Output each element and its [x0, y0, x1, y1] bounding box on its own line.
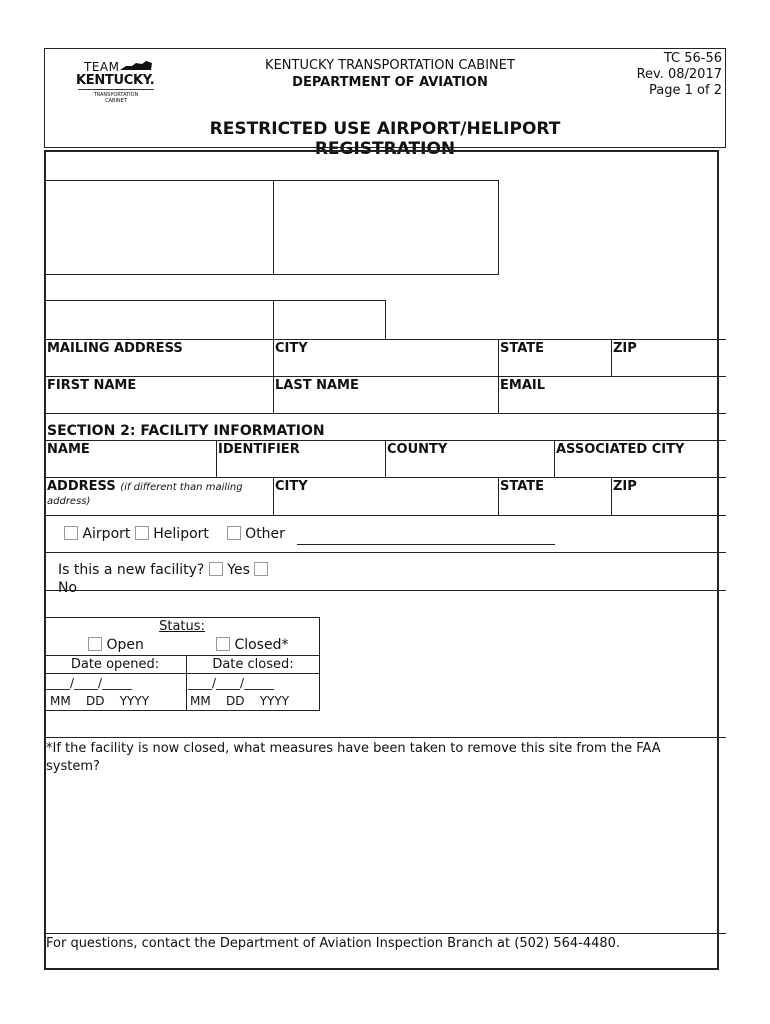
open-checkbox[interactable]	[88, 637, 102, 651]
heliport-checkbox[interactable]	[135, 526, 149, 540]
closed-option	[216, 637, 288, 653]
status-label: Status:	[159, 619, 205, 634]
contact-footer: For questions, contact the Department of Aviation Inspection Branch at (502) 564-4480.	[46, 936, 621, 951]
row-divider	[44, 590, 726, 591]
row-divider	[44, 477, 726, 478]
form-number	[580, 51, 722, 99]
zip-label: ZIP	[613, 341, 637, 356]
closed-measures-question-line2: system?	[46, 759, 100, 774]
county-label: COUNTY	[387, 442, 448, 457]
other-text-line[interactable]	[297, 544, 555, 545]
team-kentucky-logo	[70, 58, 170, 118]
facility-state-label: STATE	[500, 479, 545, 494]
identifier-label: IDENTIFIER	[218, 442, 300, 457]
associated-city-label: ASSOCIATED CITY	[556, 442, 685, 457]
address-note-line2: address)	[47, 496, 91, 507]
heliport-label: Heliport	[153, 526, 209, 542]
agency-name: KENTUCKY TRANSPORTATION CABINET	[265, 58, 515, 73]
logo-divider	[78, 89, 154, 90]
address-label-text: ADDRESS	[47, 479, 116, 494]
facility-type-row	[64, 526, 285, 542]
col-divider	[554, 440, 555, 478]
date-closed-field[interactable]: ____/____/_____	[188, 676, 275, 690]
mailing-address-label: MAILING ADDRESS	[47, 341, 183, 356]
row-divider	[44, 339, 726, 340]
other-checkbox[interactable]	[227, 526, 241, 540]
city-label: CITY	[275, 341, 308, 356]
form-title-line2: REGISTRATION	[314, 139, 456, 159]
address-note: (if different than mailing	[120, 482, 243, 493]
col-divider	[385, 440, 386, 478]
yes-label: Yes	[227, 562, 250, 578]
form-revision: Rev. 08/2017	[636, 67, 722, 82]
open-label: Open	[106, 637, 144, 653]
logo-kentucky-text: KENTUCKY.	[76, 73, 155, 88]
facility-zip-label: ZIP	[613, 479, 637, 494]
col-divider	[498, 339, 499, 377]
airport-checkbox[interactable]	[64, 526, 78, 540]
blank-field-box-3[interactable]	[44, 300, 274, 340]
facility-city-label: CITY	[275, 479, 308, 494]
blank-field-box-1[interactable]	[44, 180, 274, 275]
new-facility-row	[58, 562, 268, 578]
no-label: No	[58, 580, 78, 596]
date-opened-field[interactable]: ____/____/_____	[46, 676, 133, 690]
department-name: DEPARTMENT OF AVIATION	[292, 75, 488, 90]
date-closed-label: Date closed:	[212, 657, 294, 672]
no-checkbox[interactable]	[254, 562, 268, 576]
date-closed-format: MM DD YYYY	[190, 694, 290, 708]
row-divider	[44, 413, 726, 414]
col-divider	[273, 376, 274, 414]
kentucky-state-icon	[118, 60, 154, 72]
logo-team-text: TEAM	[84, 60, 120, 74]
status-divider	[44, 655, 320, 656]
row-divider	[44, 933, 726, 934]
new-facility-question: Is this a new facility?	[58, 562, 205, 578]
open-option	[88, 637, 144, 653]
col-divider	[273, 477, 274, 515]
col-divider	[498, 376, 499, 414]
form-title: RESTRICTED USE AIRPORT/HELIPORT	[209, 119, 561, 139]
col-divider	[216, 440, 217, 478]
col-divider	[611, 477, 612, 515]
yes-checkbox[interactable]	[209, 562, 223, 576]
col-divider	[498, 477, 499, 515]
logo-transportation-text: TRANSPORTATION	[93, 92, 139, 98]
last-name-label: LAST NAME	[275, 378, 359, 393]
row-divider	[44, 376, 726, 377]
date-opened-format: MM DD YYYY	[50, 694, 150, 708]
col-divider	[273, 339, 274, 377]
facility-address-label	[47, 479, 243, 494]
first-name-label: FIRST NAME	[47, 378, 137, 393]
row-divider	[44, 552, 726, 553]
closed-label: Closed*	[234, 637, 289, 653]
date-opened-label: Date opened:	[70, 657, 160, 672]
blank-field-box-4[interactable]	[273, 300, 386, 340]
col-divider	[611, 339, 612, 377]
section2-heading: SECTION 2: FACILITY INFORMATION	[47, 423, 325, 439]
closed-measures-question: *If the facility is now closed, what measures have been taken to remove this site from the FAA	[46, 741, 661, 756]
row-divider	[44, 515, 726, 516]
facility-name-label: NAME	[47, 442, 90, 457]
row-divider	[44, 737, 726, 738]
form-page: Page 1 of 2	[649, 83, 722, 98]
status-divider	[44, 673, 320, 674]
email-label: EMAIL	[500, 378, 545, 393]
airport-label: Airport	[82, 526, 131, 542]
logo-cabinet-text: CABINET	[105, 98, 127, 104]
blank-field-box-2[interactable]	[273, 180, 499, 275]
state-label: STATE	[500, 341, 545, 356]
closed-measures-answer-area[interactable]	[46, 778, 716, 928]
other-label: Other	[245, 526, 285, 542]
closed-checkbox[interactable]	[216, 637, 230, 651]
form-id: TC 56-56	[663, 51, 722, 66]
